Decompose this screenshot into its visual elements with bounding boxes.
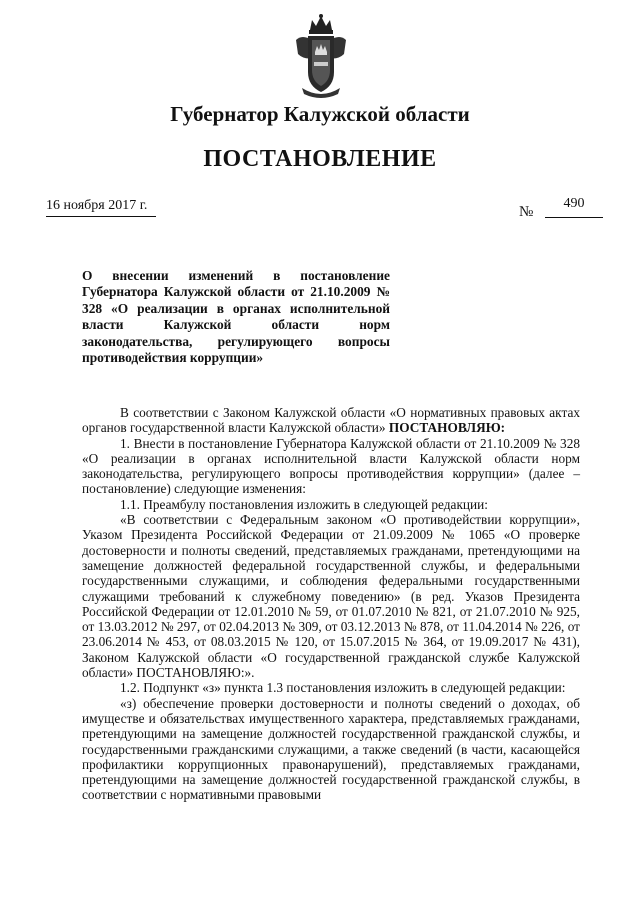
paragraph-item-1-1: 1.1. Преамбулу постановления изложить в следующей редакции: xyxy=(120,496,488,512)
document-subject: О внесении изменений в постановление Губернатора Калужской области от 21.10.2009 № 328 «О реализации в органах исполнительной власти Калужской области норм законодательства, регулирующего вопросы противодействия коррупции» xyxy=(82,268,390,366)
document-type-title: ПОСТАНОВЛЕНИЕ xyxy=(203,146,437,172)
document-body xyxy=(82,405,580,803)
issuing-authority: Губернатор Калужской области xyxy=(170,102,470,126)
document-date: 16 ноября 2017 г. xyxy=(46,198,156,217)
coat-of-arms-icon xyxy=(292,12,350,98)
paragraph-item-1-2: 1.2. Подпункт «з» пункта 1.3 постановления изложить в следующей редакции: xyxy=(120,680,566,696)
paragraph-text: В соответствии с Законом Калужской области «О нормативных правовых актах органов государственной власти Калужской области» xyxy=(82,405,580,436)
paragraph-quote-subitem: «з) обеспечение проверки достоверности и полноты сведений о доходах, об имуществе и обязательствах имущественного характера, представляемых гражданами, претендующими на замещение должностей государственной гражданской службы, и государственными гражданскими служащими, а также сведений (в части, касающейся профилактики коррупционных правонарушений), представляемых гражданами, претендующими на замещение должностей государственной гражданской службы, в соответствии с нормативными правовыми xyxy=(82,695,580,803)
number-sign: № xyxy=(519,204,534,220)
decree-keyword: ПОСТАНОВЛЯЮ: xyxy=(388,420,506,436)
paragraph-quote-preamble: «В соответствии с Федеральным законом «О противодействии коррупции», Указом Президента Российской Федерации от 21.09.2009 № 1065 «О проверке достоверности и полноты сведений, представляемых гражданами, претендующими на замещение должностей федеральной государственной службы, и федеральными государственными служащими, и соблюдения федеральными государственными служащими требований к служебному поведению» (в ред. Указов Президента Российской Федерации от 12.01.2010 № 59, от 01.07.2010 № 821, от 21.07.2010 № 925, от 13.03.2012 № 297, от 02.04.2013 № 309, от 03.12.2013 № 878, от 11.04.2014 № 226, от 23.06.2014 № 453, от 08.03.2015 № 120, от 15.07.2015 № 364, от 19.09.2017 № 431), Законом Калужской области «О государственной гражданской службе Калужской области» ПОСТАНОВЛЯЮ:». xyxy=(82,512,580,681)
paragraph-preamble xyxy=(82,405,580,436)
document-number: 490 xyxy=(545,196,603,218)
paragraph-item-1: 1. Внести в постановление Губернатора Калужской области от 21.10.2009 № 328 «О реализации в органах исполнительной власти Калужской области норм законодательства, регулирующего вопросы противодействия коррупции» (далее – постановление) следующие изменения: xyxy=(82,435,580,497)
